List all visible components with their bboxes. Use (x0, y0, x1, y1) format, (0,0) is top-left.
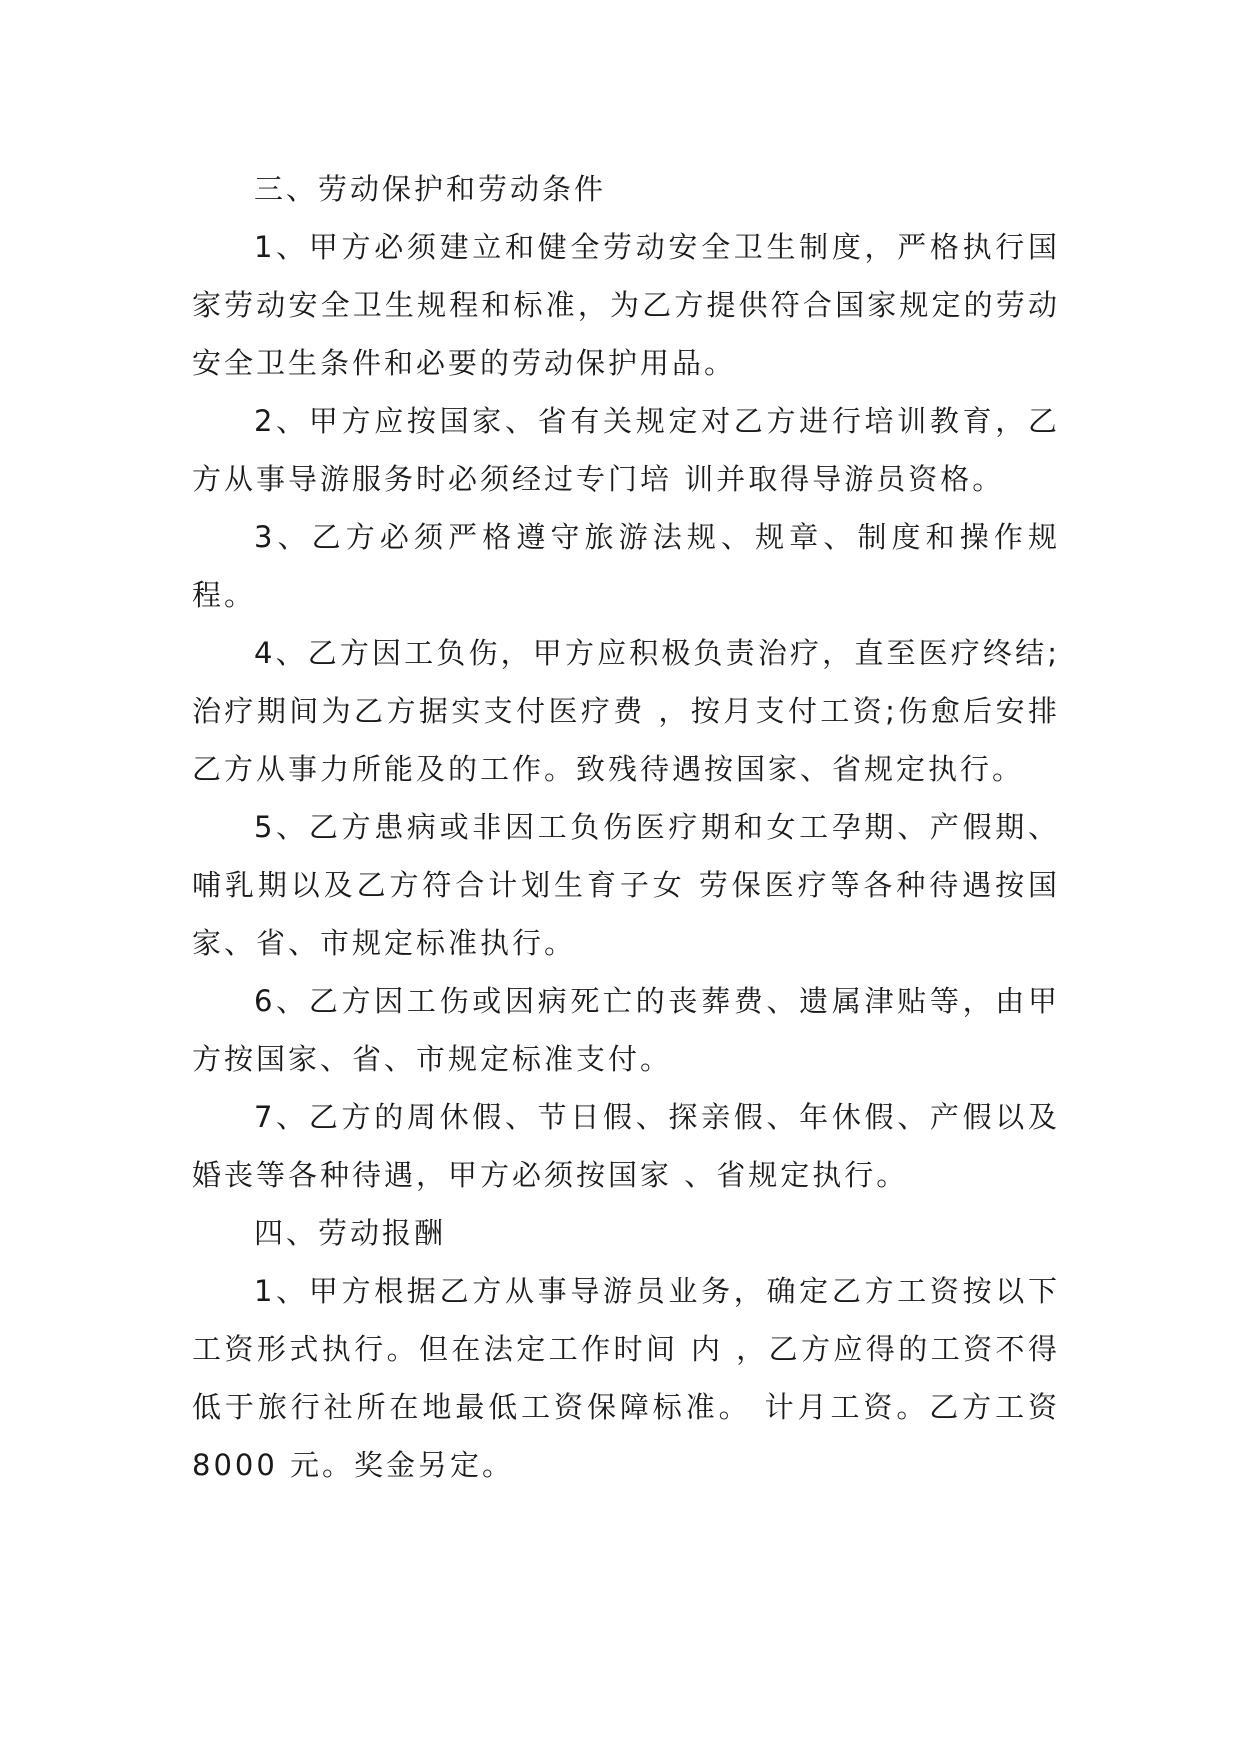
section-heading-labor-protection: 三、劳动保护和劳动条件 (254, 172, 607, 206)
clause-3-6: 6、乙方因工伤或因病死亡的丧葬费、遗属津贴等，由甲方按国家、省、市规定标准支付。 (192, 984, 1060, 1076)
clause-3-3: 3、乙方必须严格遵守旅游法规、规章、制度和操作规程。 (192, 520, 1060, 612)
clause-3-5: 5、乙方患病或非因工负伤医疗期和女工孕期、产假期、哺乳期以及乙方符合计划生育子女 劳保医疗等各种待遇按国家、省、市规定标准执行。 (192, 810, 1060, 960)
document-body (192, 160, 1073, 1494)
clause-3-1: 1、甲方必须建立和健全劳动安全卫生制度，严格执行国家劳动安全卫生规程和标准，为乙方提供符合国家规定的劳动安全卫生条件和必要的劳动保护用品。 (192, 230, 1060, 380)
clause-4-1: 1、甲方根据乙方从事导游员业务，确定乙方工资按以下工资形式执行。但在法定工作时间 内 ，乙方应得的工资不得低于旅行社所在地最低工资保障标准。 计月工资。乙方工资 8000 元。奖金另定。 (192, 1274, 1073, 1482)
clause-3-7: 7、乙方的周休假、节日假、探亲假、年休假、产假以及婚丧等各种待遇，甲方必须按国家 、省规定执行。 (192, 1100, 1060, 1192)
clause-3-4: 4、乙方因工负伤，甲方应积极负责治疗，直至医疗终结;治疗期间为乙方据实支付医疗费 ，按月支付工资;伤愈后安排乙方从事力所能及的工作。致残待遇按国家、省规定执行。 (192, 636, 1060, 786)
clause-3-2: 2、甲方应按国家、省有关规定对乙方进行培训教育，乙方从事导游服务时必须经过专门培 训并取得导游员资格。 (192, 404, 1060, 496)
section-heading-remuneration: 四、劳动报酬 (254, 1216, 447, 1250)
